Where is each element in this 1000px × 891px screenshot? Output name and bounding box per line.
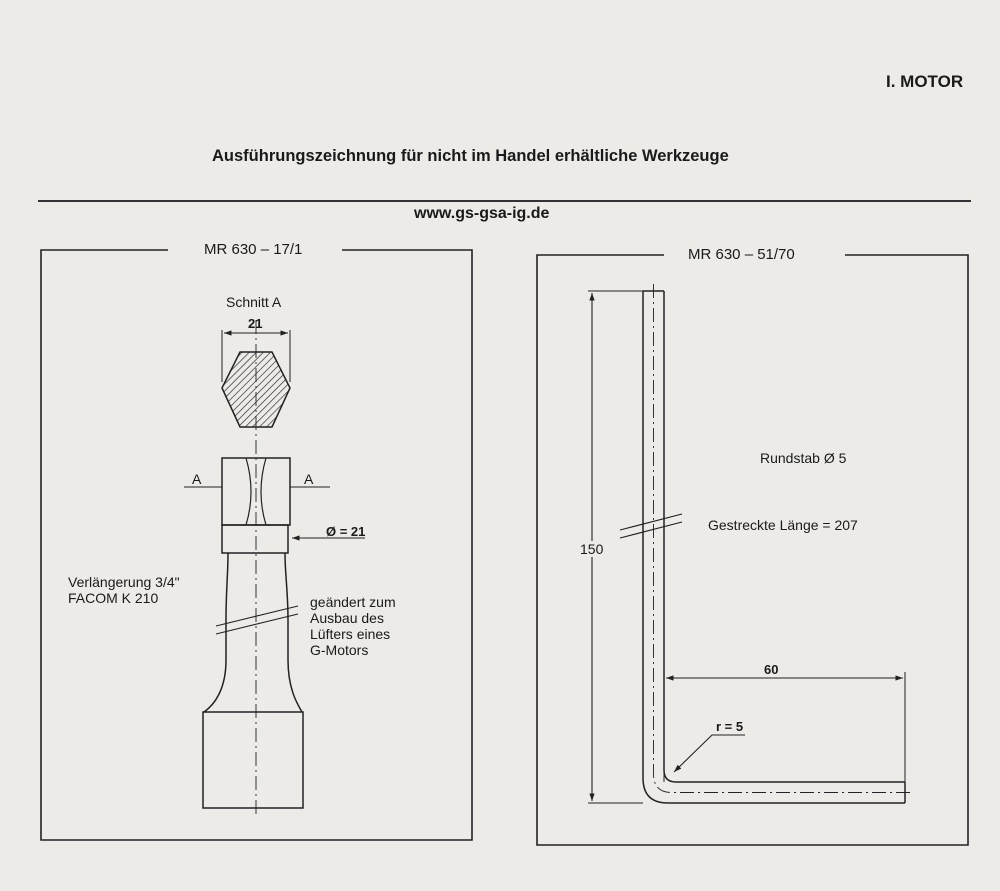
height-dimension-label: 150	[580, 541, 604, 557]
radius-label: r = 5	[716, 719, 744, 734]
radius-leader	[674, 735, 745, 772]
section-mark-right: A	[304, 471, 314, 487]
modification-note-3: Lüfters eines	[310, 626, 391, 642]
extension-shank	[204, 553, 302, 712]
modification-note-2: Ausbau des	[310, 610, 384, 626]
bent-rod-outer	[643, 291, 905, 803]
right-tool-title: MR 630 – 51/70	[678, 246, 805, 263]
length-dimension-label: 60	[764, 662, 779, 677]
section-label: I. MOTOR	[886, 72, 964, 91]
stretched-length-label: Gestreckte Länge = 207	[708, 517, 858, 533]
extension-model: FACOM K 210	[68, 590, 159, 606]
modification-note-4: G-Motors	[310, 642, 369, 658]
diameter-label: Ø = 21	[326, 524, 366, 539]
bent-rod-inner	[664, 291, 905, 782]
extension-name: Verlängerung 3/4"	[68, 574, 180, 590]
site-url: www.gs-gsa-ig.de	[414, 205, 550, 222]
socket-end	[203, 712, 303, 808]
rod-diameter-label: Rundstab Ø 5	[760, 450, 847, 466]
collar	[222, 525, 288, 553]
modification-note-1: geändert zum	[310, 594, 396, 610]
width-dimension-label: 21	[248, 316, 263, 331]
page-title: Ausführungszeichnung für nicht im Handel erhältliche Werkzeuge	[212, 147, 729, 165]
section-mark-left: A	[192, 471, 202, 487]
left-frame	[41, 250, 472, 840]
section-a-label: Schnitt A	[226, 294, 282, 310]
left-tool-title: MR 630 – 17/1	[194, 241, 312, 258]
